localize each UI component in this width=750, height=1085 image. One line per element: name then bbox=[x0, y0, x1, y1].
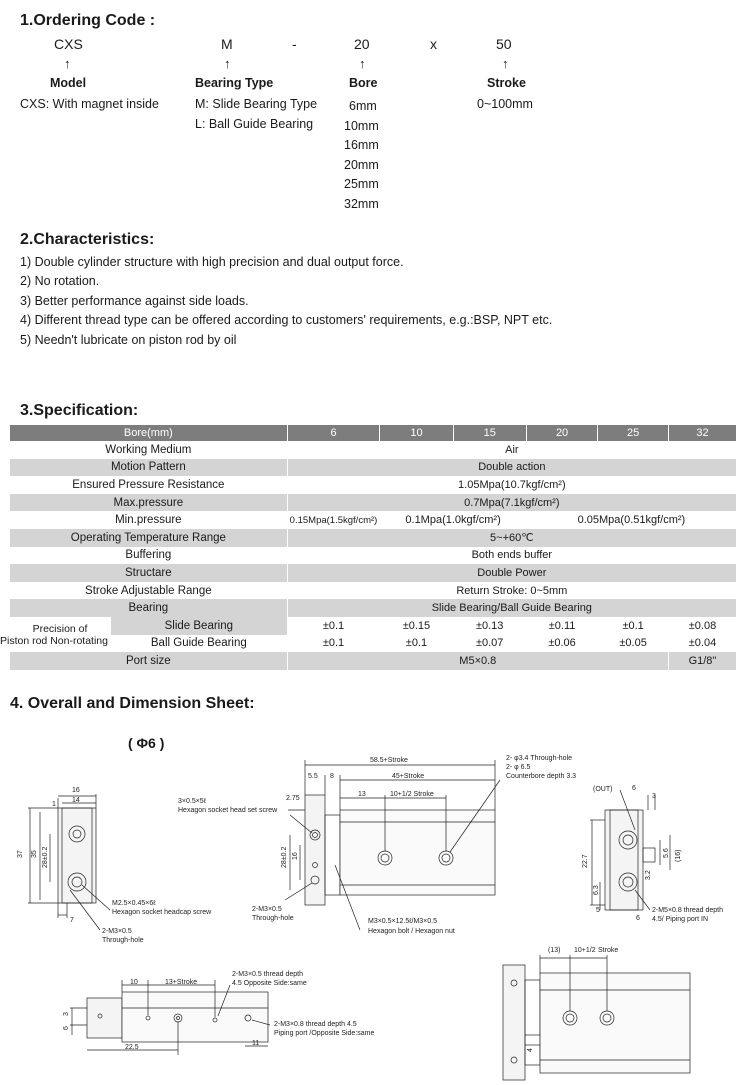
spec-value: 5~+60℃ bbox=[287, 529, 736, 547]
spec-header-cell: 32 bbox=[668, 425, 736, 441]
spec-value: ±0.05 bbox=[598, 635, 669, 653]
dim-text: Through-hole bbox=[102, 937, 144, 944]
bore-item: 6mm bbox=[349, 99, 377, 113]
characteristic-item: 4) Different thread type can be offered according to customers' requirements, e.g.:BSP, NPT etc. bbox=[20, 313, 553, 328]
dim-text: 6.3 bbox=[593, 885, 600, 895]
dim-text: Hexagon bolt / Hexagon nut bbox=[368, 928, 455, 935]
spec-value: ±0.08 bbox=[668, 617, 736, 635]
spec-header-cell: Bore(mm) bbox=[10, 425, 287, 441]
characteristic-item: 2) No rotation. bbox=[20, 274, 100, 289]
dim-text: 4.5/ Piping port IN bbox=[652, 916, 709, 923]
dim-text: 28±0.2 bbox=[42, 846, 49, 868]
spec-row bbox=[10, 652, 737, 670]
arrow-bearing: ↑ bbox=[224, 56, 231, 71]
spec-header-cell: 10 bbox=[380, 425, 453, 441]
dim-text: 8 bbox=[330, 773, 334, 780]
dim-text: 45+Stroke bbox=[392, 773, 425, 780]
code-x: x bbox=[430, 36, 437, 52]
dim-text: 5.6 bbox=[663, 848, 670, 858]
arrow-stroke: ↑ bbox=[502, 56, 509, 71]
characteristic-item: 5) Needn't lubricate on piston rod by oil bbox=[20, 332, 237, 347]
spec-value: 0.1Mpa(1.0kgf/cm²) bbox=[380, 511, 527, 529]
bottom-right-view bbox=[503, 955, 690, 1080]
spec-value: M5×0.8 bbox=[287, 652, 668, 670]
spec-value: G1/8" bbox=[668, 652, 736, 670]
section3-title: 3.Specification: bbox=[20, 402, 139, 419]
dim-text: 6 bbox=[63, 1026, 70, 1030]
dim-text: 6 bbox=[636, 915, 640, 922]
spec-row bbox=[10, 617, 737, 635]
dim-text: 14 bbox=[72, 797, 80, 804]
spec-label: Operating Temperature Range bbox=[10, 529, 287, 547]
spec-row bbox=[10, 494, 737, 512]
spec-header-row bbox=[10, 425, 737, 441]
right-view bbox=[590, 790, 670, 910]
dim-text: 22.5 bbox=[125, 1044, 139, 1051]
dim-text: 16 bbox=[292, 852, 299, 860]
spec-label: Ball Guide Bearing bbox=[110, 635, 287, 653]
spec-header-cell: 25 bbox=[598, 425, 669, 441]
bore-item: 25mm bbox=[344, 177, 379, 191]
spec-label: Working Medium bbox=[10, 441, 287, 459]
spec-header-cell: 6 bbox=[287, 425, 380, 441]
dim-text: 4 bbox=[527, 1048, 534, 1052]
stroke-label: Stroke bbox=[487, 76, 526, 90]
characteristic-item: 1) Double cylinder structure with high precision and dual output force. bbox=[20, 255, 404, 269]
model-label: Model bbox=[50, 76, 87, 90]
spec-value: ±0.07 bbox=[453, 635, 526, 653]
dim-text: 5.5 bbox=[308, 773, 318, 780]
spec-row bbox=[10, 599, 737, 617]
spec-value: ±0.13 bbox=[453, 617, 526, 635]
spec-value: 0.15Mpa(1.5kgf/cm²) bbox=[287, 511, 380, 529]
dim-text: 11 bbox=[252, 1040, 260, 1047]
dim-text: Counterbore depth 3.3 bbox=[506, 773, 577, 780]
spec-value: ±0.1 bbox=[598, 617, 669, 635]
spec-table bbox=[0, 425, 737, 670]
bore-item: 16mm bbox=[344, 138, 379, 152]
spec-value: Double action bbox=[287, 459, 736, 477]
dim-text: 2-M5×0.8 thread depth bbox=[652, 907, 724, 914]
dim-text: M2.5×0.45×6ℓ bbox=[112, 900, 156, 907]
dim-text: 4.5 Opposite Side:same bbox=[232, 980, 307, 987]
spec-label: Port size bbox=[10, 652, 287, 670]
dim-text: 2- φ 6.5 bbox=[506, 764, 531, 771]
code-stroke: 50 bbox=[496, 36, 512, 52]
dim-text: (13) bbox=[548, 947, 561, 954]
dim-text: Piping port /Opposite Side:same bbox=[274, 1030, 375, 1037]
section1-title: 1.Ordering Code : bbox=[20, 12, 156, 29]
spec-value: ±0.15 bbox=[380, 617, 453, 635]
dim-text: 3 bbox=[652, 793, 656, 800]
code-bearing: M bbox=[221, 36, 233, 52]
arrow-model: ↑ bbox=[64, 56, 71, 71]
bore-label: Bore bbox=[349, 76, 378, 90]
spec-value: ±0.04 bbox=[668, 635, 736, 653]
dim-text: 2-M3×0.5 thread depth bbox=[232, 971, 304, 978]
dim-text: 7 bbox=[70, 917, 74, 924]
spec-value: ±0.11 bbox=[526, 617, 597, 635]
dim-text: 2- φ3.4 Through-hole bbox=[506, 755, 573, 762]
bore-list bbox=[344, 97, 379, 214]
main-view bbox=[285, 760, 500, 930]
dim-text: 6 bbox=[632, 785, 636, 792]
dim-text: Stroke bbox=[598, 947, 619, 954]
bore-item: 32mm bbox=[344, 196, 379, 211]
bearing-label: Bearing Type bbox=[195, 76, 274, 90]
dim-text: M3×0.5×12.5ℓ/M3×0.5 bbox=[368, 918, 438, 925]
dim-text: (16) bbox=[675, 849, 682, 862]
precision-label bbox=[0, 617, 110, 652]
spec-value: 0.7Mpa(7.1kgf/cm²) bbox=[287, 494, 736, 512]
spec-value: Air bbox=[287, 441, 736, 459]
dimension-drawings bbox=[0, 740, 750, 1085]
spec-value: ±0.1 bbox=[287, 635, 380, 653]
characteristics-list bbox=[20, 253, 552, 350]
spec-value: ±0.1 bbox=[287, 617, 380, 635]
dim-text: 3×0.5×5ℓ bbox=[178, 798, 206, 805]
dim-text: 10 bbox=[130, 979, 138, 986]
dim-text: 13 bbox=[358, 791, 366, 798]
dim-text: Hexagon socket head set screw bbox=[178, 807, 278, 814]
spec-row bbox=[10, 476, 737, 494]
spec-header-cell: 15 bbox=[453, 425, 526, 441]
precision-label-line: Piston rod Non-rotating bbox=[0, 634, 108, 647]
precision-label-line: Precision of bbox=[32, 622, 88, 635]
dim-text: 37 bbox=[17, 850, 24, 858]
phi-label: ( Φ6 ) bbox=[128, 735, 165, 751]
spec-value: ±0.06 bbox=[526, 635, 597, 653]
spec-header-cell: 20 bbox=[526, 425, 597, 441]
spec-value: Return Stroke: 0~5mm bbox=[287, 582, 736, 600]
left-view bbox=[28, 794, 110, 930]
spec-row bbox=[10, 441, 737, 459]
spec-row bbox=[10, 635, 737, 653]
section2-title: 2.Characteristics: bbox=[20, 231, 155, 248]
spec-row bbox=[10, 564, 737, 582]
code-dash: - bbox=[292, 36, 297, 52]
dim-text: 35 bbox=[31, 850, 38, 858]
dim-text: 3.2 bbox=[645, 870, 652, 880]
spec-label: Bearing bbox=[10, 599, 287, 617]
dim-text: 22.7 bbox=[582, 854, 589, 868]
spec-label: Motion Pattern bbox=[10, 459, 287, 477]
bearing-item-2: L: Ball Guide Bearing bbox=[195, 117, 314, 131]
dim-text: 2-M3×0.5 bbox=[252, 906, 282, 913]
bore-item: 10mm bbox=[344, 118, 379, 133]
bottom-left-view bbox=[70, 980, 270, 1055]
dim-text: 13+Stroke bbox=[165, 979, 198, 986]
spec-label: Min.pressure bbox=[10, 511, 287, 529]
dim-text: 2-M3×0.8 thread depth 4.5 bbox=[274, 1021, 357, 1028]
dim-text: (OUT) bbox=[593, 786, 613, 793]
dim-text: 28±0.2 bbox=[281, 846, 288, 868]
bore-item: 20mm bbox=[344, 157, 379, 172]
dim-text: 5 bbox=[596, 907, 600, 914]
dim-text: 2-M3×0.5 bbox=[102, 928, 132, 935]
code-model: CXS bbox=[54, 36, 83, 52]
spec-value: Both ends buffer bbox=[287, 547, 736, 565]
code-bore: 20 bbox=[354, 36, 370, 52]
spec-label: Buffering bbox=[10, 547, 287, 565]
spec-row bbox=[10, 582, 737, 600]
order-code-row bbox=[22, 36, 622, 54]
characteristic-item: 3) Better performance against side loads. bbox=[20, 293, 249, 308]
dim-text: 3 bbox=[63, 1012, 70, 1016]
spec-value: Slide Bearing/Ball Guide Bearing bbox=[287, 599, 736, 617]
spec-row bbox=[10, 529, 737, 547]
stroke-item: 0~100mm bbox=[477, 97, 533, 111]
spec-value: Double Power bbox=[287, 564, 736, 582]
dim-text: 2.75 bbox=[286, 795, 300, 802]
dim-text: 1 bbox=[52, 801, 56, 808]
spec-label: Slide Bearing bbox=[110, 617, 287, 635]
spec-row bbox=[10, 459, 737, 477]
spec-label: Structare bbox=[10, 564, 287, 582]
spec-value: 0.05Mpa(0.51kgf/cm²) bbox=[526, 511, 736, 529]
dim-text: Through-hole bbox=[252, 915, 294, 922]
dim-text: 10+1/2 bbox=[574, 947, 596, 954]
spec-value: ±0.1 bbox=[380, 635, 453, 653]
spec-label: Stroke Adjustable Range bbox=[10, 582, 287, 600]
dim-text: 16 bbox=[72, 787, 80, 794]
spec-row bbox=[10, 547, 737, 565]
dim-text: 58.5+Stroke bbox=[370, 757, 408, 764]
spec-label: Ensured Pressure Resistance bbox=[10, 476, 287, 494]
arrow-bore: ↑ bbox=[359, 56, 366, 71]
spec-value: 1.05Mpa(10.7kgf/cm²) bbox=[287, 476, 736, 494]
spec-label: Max.pressure bbox=[10, 494, 287, 512]
dim-text: Hexagon socket headcap screw bbox=[112, 909, 212, 916]
spec-row bbox=[10, 511, 737, 529]
dim-text: 10+1/2 Stroke bbox=[390, 791, 434, 798]
model-item: CXS: With magnet inside bbox=[20, 97, 159, 111]
section4-title: 4. Overall and Dimension Sheet: bbox=[10, 695, 255, 712]
bearing-item-1: M: Slide Bearing Type bbox=[195, 97, 318, 111]
